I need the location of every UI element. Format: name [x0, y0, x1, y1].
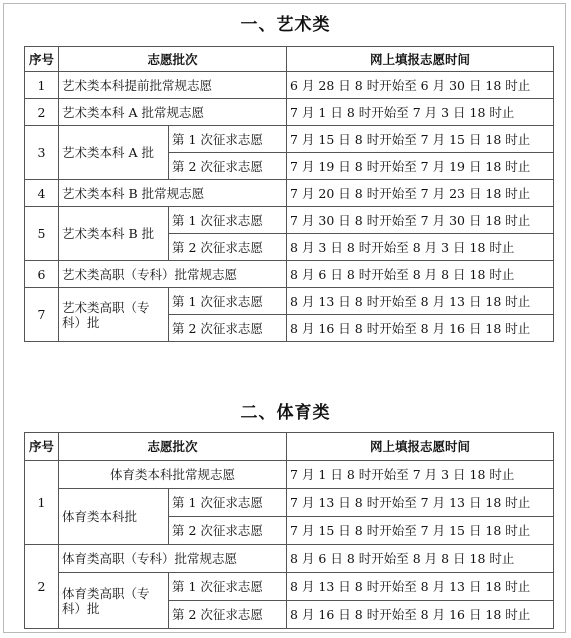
row-time: 8 月 13 日 8 时开始至 8 月 13 日 18 时止 — [287, 288, 554, 315]
sub-batch: 第 2 次征求志愿 — [169, 234, 287, 261]
sub-batch: 第 1 次征求志愿 — [169, 126, 287, 153]
sub-batch: 第 1 次征求志愿 — [169, 573, 287, 601]
sub-batch: 第 2 次征求志愿 — [169, 315, 287, 342]
row-time: 7 月 20 日 8 时开始至 7 月 23 日 18 时止 — [287, 180, 554, 207]
header-batch: 志愿批次 — [59, 47, 287, 72]
row-batch: 艺术类本科提前批常规志愿 — [59, 72, 287, 99]
row-batch: 艺术类本科 A 批 — [59, 126, 169, 180]
row-seq: 1 — [25, 461, 59, 545]
sub-batch: 第 1 次征求志愿 — [169, 207, 287, 234]
row-time: 8 月 6 日 8 时开始至 8 月 8 日 18 时止 — [287, 545, 554, 573]
row-batch: 体育类高职（专科）批常规志愿 — [59, 545, 287, 573]
sports-schedule-table — [24, 432, 554, 629]
row-batch: 体育类本科批常规志愿 — [59, 461, 287, 489]
row-time: 6 月 28 日 8 时开始至 6 月 30 日 18 时止 — [287, 72, 554, 99]
header-seq: 序号 — [25, 433, 59, 461]
row-batch: 体育类本科批 — [59, 489, 169, 545]
row-time: 8 月 6 日 8 时开始至 8 月 8 日 18 时止 — [287, 261, 554, 288]
row-seq: 4 — [25, 180, 59, 207]
row-seq: 7 — [25, 288, 59, 342]
row-batch: 艺术类高职（专科）批常规志愿 — [59, 261, 287, 288]
sub-batch: 第 2 次征求志愿 — [169, 601, 287, 629]
row-seq: 5 — [25, 207, 59, 261]
row-time: 7 月 19 日 8 时开始至 7 月 19 日 18 时止 — [287, 153, 554, 180]
row-seq: 3 — [25, 126, 59, 180]
row-batch: 艺术类本科 B 批 — [59, 207, 169, 261]
row-time: 8 月 3 日 8 时开始至 8 月 3 日 18 时止 — [287, 234, 554, 261]
header-time: 网上填报志愿时间 — [287, 47, 554, 72]
row-batch: 艺术类本科 A 批常规志愿 — [59, 99, 287, 126]
row-time: 8 月 13 日 8 时开始至 8 月 13 日 18 时止 — [287, 573, 554, 601]
sports-section-title: 二、体育类 — [240, 403, 331, 423]
row-seq: 1 — [25, 72, 59, 99]
row-time: 8 月 16 日 8 时开始至 8 月 16 日 18 时止 — [287, 601, 554, 629]
row-time: 7 月 1 日 8 时开始至 7 月 3 日 18 时止 — [287, 99, 554, 126]
header-time: 网上填报志愿时间 — [287, 433, 554, 461]
row-seq: 6 — [25, 261, 59, 288]
header-seq: 序号 — [25, 47, 59, 72]
sub-batch: 第 2 次征求志愿 — [169, 153, 287, 180]
row-batch: 艺术类本科 B 批常规志愿 — [59, 180, 287, 207]
row-time: 8 月 16 日 8 时开始至 8 月 16 日 18 时止 — [287, 315, 554, 342]
row-time: 7 月 30 日 8 时开始至 7 月 30 日 18 时止 — [287, 207, 554, 234]
sub-batch: 第 2 次征求志愿 — [169, 517, 287, 545]
sub-batch: 第 1 次征求志愿 — [169, 288, 287, 315]
row-batch: 艺术类高职（专科）批 — [59, 288, 169, 342]
row-time: 7 月 13 日 8 时开始至 7 月 13 日 18 时止 — [287, 489, 554, 517]
art-schedule-table — [24, 46, 554, 342]
row-time: 7 月 15 日 8 时开始至 7 月 15 日 18 时止 — [287, 517, 554, 545]
row-batch: 体育类高职（专科）批 — [59, 573, 169, 629]
row-time: 7 月 15 日 8 时开始至 7 月 15 日 18 时止 — [287, 126, 554, 153]
row-seq: 2 — [25, 545, 59, 629]
row-time: 7 月 1 日 8 时开始至 7 月 3 日 18 时止 — [287, 461, 554, 489]
sub-batch: 第 1 次征求志愿 — [169, 489, 287, 517]
row-seq: 2 — [25, 99, 59, 126]
art-section-title: 一、艺术类 — [240, 15, 331, 35]
header-batch: 志愿批次 — [59, 433, 287, 461]
